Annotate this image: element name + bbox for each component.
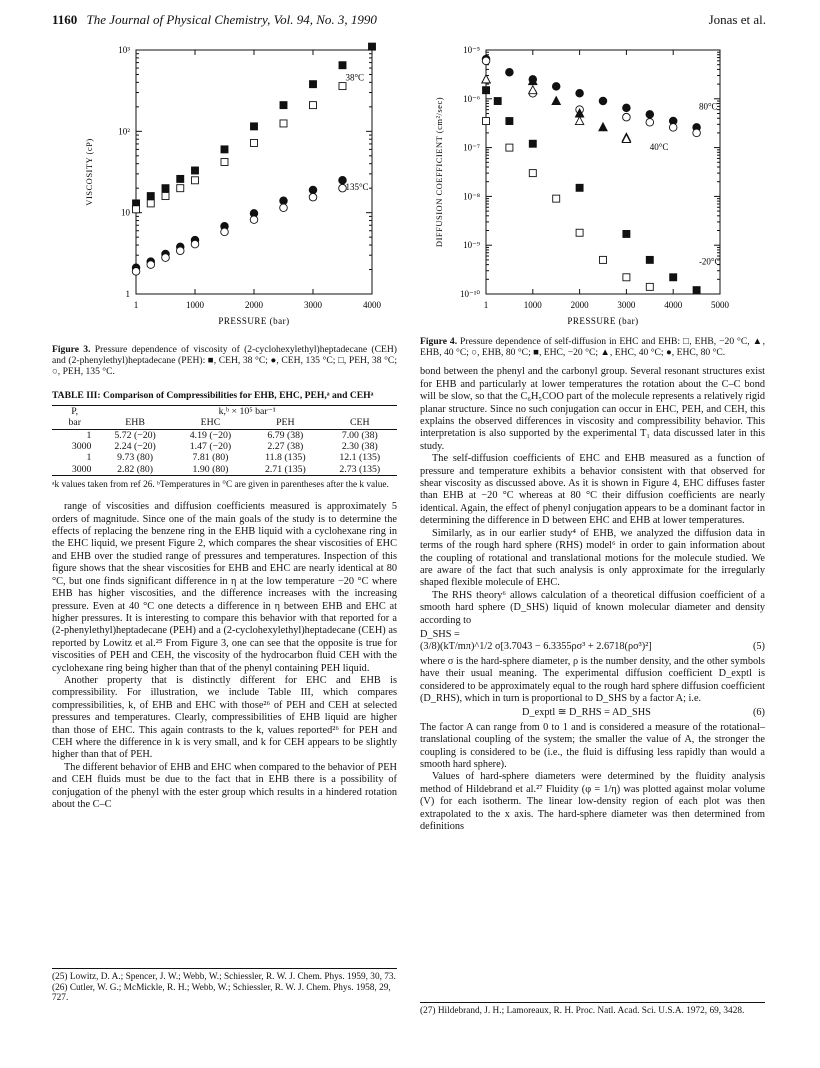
table-cell: 2.30 (38) (341, 441, 378, 453)
data-point-filled-circle (552, 83, 560, 91)
x-tick-label: 1000 (186, 300, 204, 310)
table-row (52, 452, 397, 463)
data-point-open-square (280, 120, 287, 127)
data-point-filled-square (162, 185, 169, 192)
table-cell: 2.24 (−20) (114, 441, 156, 453)
table-cell: 1.47 (−20) (189, 441, 232, 453)
x-tick-label: 1 (483, 300, 489, 310)
data-point-filled-circle (646, 111, 654, 119)
data-point-filled-circle (506, 68, 514, 76)
data-point-filled-circle (599, 97, 607, 105)
data-point-open-circle (176, 247, 184, 255)
right-body-text (420, 366, 765, 833)
table-cell: 6.79 (38) (267, 429, 304, 441)
data-point-open-square (506, 144, 513, 151)
y-tick-label: 10⁻⁵ (463, 45, 480, 55)
data-point-filled-square (177, 175, 184, 182)
x-tick-label: 5000 (711, 300, 729, 310)
table-cell: 4.19 (−20) (189, 429, 232, 441)
table-cell: 9.73 (80) (117, 452, 154, 464)
data-point-open-square (600, 256, 607, 263)
data-point-open-circle (646, 118, 654, 126)
table-header-p: P, (52, 405, 97, 417)
data-point-filled-circle (309, 186, 317, 194)
table-cell: 3000 (52, 464, 97, 476)
data-point-open-square (177, 185, 184, 192)
paragraph: Similarly, as in our earlier study⁴ of EHB, we analyzed the diffusion data in terms of the rough hard sphere (RHS) model⁶ in order to gain information about the coupling of rotational and translational motions for the molecule studied. We are aware of the fact that such analysis is only approximate for the irregularly shaped flexible molecule of EHC. (420, 527, 765, 589)
data-point-filled-square (369, 43, 376, 50)
data-point-open-triangle (575, 117, 583, 125)
equation-5-lhs: D_SHS = (420, 628, 460, 640)
data-point-open-square (576, 229, 583, 236)
y-tick-label: 10 (121, 207, 130, 218)
footnote: (25) Lowitz, D. A.; Spencer, J. W.; Webb, W.; Schiessler, R. W. J. Chem. Phys. 1959, 30, 73. (52, 972, 396, 982)
data-point-open-triangle (529, 86, 537, 94)
data-point-open-square (529, 170, 536, 177)
data-point-open-square (133, 206, 140, 213)
data-point-open-circle (221, 228, 229, 236)
x-axis-label: PRESSURE (bar) (218, 316, 290, 326)
table-cell: 7.00 (38) (341, 429, 378, 441)
x-tick-label: 1000 (523, 300, 542, 310)
table-3-footnote: ᵃk values taken from ref 26. ᵇTemperatures in °C are given in parentheses after the k value. (52, 480, 389, 491)
table-cell: 3000 (71, 441, 92, 453)
data-point-filled-square (251, 123, 258, 130)
data-point-open-square (553, 195, 560, 202)
table-col-ceh: CEH (323, 417, 397, 429)
data-point-filled-square (310, 81, 317, 88)
data-point-filled-triangle (599, 123, 607, 131)
data-point-open-square (162, 193, 169, 200)
table-cell: 1 (86, 429, 92, 441)
left-body-text (52, 501, 397, 811)
data-point-filled-square (506, 118, 513, 125)
data-point-filled-circle (623, 104, 631, 112)
figure-4 (420, 42, 765, 358)
figure-3 (52, 42, 397, 378)
data-point-filled-square (693, 287, 700, 294)
paragraph: Another property that is distinctly different for EHC and EHB is compressibility. For illustration, we include Table III, which compares compressibilities, k, of EHB and EHC with those²⁶ of PEH and CEH at selected pressures and temperatures. Clearly, compressibilities of EHB liquid are higher than those of EHC. This again contrasts to the k, values reported²⁶ for PEH and CEH where the difference in k is very small, and k for CEH appears to be slightly higher than that of PEH. (52, 674, 397, 761)
y-tick-label: 10⁻¹⁰ (459, 289, 480, 299)
table-header-bar: bar (52, 417, 97, 429)
table-row (52, 429, 397, 441)
x-tick-label: 1 (133, 300, 139, 310)
data-point-filled-square (529, 140, 536, 147)
data-point-open-circle (482, 57, 490, 65)
table-cell: 1 (86, 452, 92, 464)
figure-3-label: Figure 3. (52, 344, 91, 355)
data-point-open-circle (309, 193, 317, 201)
y-tick-label: 1 (125, 289, 130, 299)
data-point-filled-square (670, 274, 677, 281)
data-point-open-circle (191, 240, 199, 248)
data-point-filled-circle (576, 89, 584, 97)
paragraph: The RHS theory⁶ allows calculation of a theoretical diffusion coefficient of a smooth hard sphere (D_SHS) liquid of known molecular diameter and density according to (420, 589, 765, 626)
paragraph: where σ is the hard-sphere diameter, ρ is the number density, and the other symbols have their usual meaning. The experimental diffusion coefficient D_exptl is considered to be approximately equal to the rough hard sphere diffusion coefficient (D_RHS), which in turn is proportional to D_SHS by a factor A; i.e. (420, 655, 765, 704)
data-point-open-square (310, 102, 317, 109)
paragraph: The self-diffusion coefficients of EHC and EHB measured as a function of pressure and temperature exhibits a behavior consistent with that observed for shear viscosity as discussed above. As it is shown in Figure 4, EHC diffuses faster than EHB at −20 °C whereas at 80 °C their diffusion coefficients are nearly identical. Again, the effect of phenyl conjugation appears to be a dominant factor in determining the difference in D between EHC and EHB at lower temperatures. (420, 453, 765, 527)
data-point-filled-square (576, 184, 583, 191)
table-cell: 11.8 (135) (265, 452, 306, 464)
equation-6-body: D_exptl ≅ D_RHS = AD_SHS (522, 707, 651, 719)
footnote: (26) Cutler, W. G.; McMickle, R. H.; Webb, W.; Schiessler, R. W. J. Chem. Phys. 1958, 29, 727. (52, 982, 391, 1004)
table-3 (52, 405, 397, 476)
data-point-open-square (251, 139, 258, 146)
table-col-ehc: EHC (173, 417, 248, 429)
data-point-filled-square (192, 167, 199, 174)
paragraph: range of viscosities and diffusion coefficients measured is approximately 5 orders of magnitude. Since one of the main goals of the study is to determine the effects of replacing the benzene ring in the EHB liquid with a cyclohexane ring in the EHC liquid, we present Figure 2, which compares the shear viscosities of EHC and EHB over the studied range of pressures and temperatures. Inspection of this figure shows that the shear viscosities for EHB and EHC are nearly identical at 80 °C, but one finds significant difference in η at the low temperature −20 °C where EHB has higher viscosities, and the difference increases with the increasing pressure. Even at 40 °C one detects a difference in η between EHB and EHC at higher pressures. It is interesting to compare this behavior with that reported for a (2-phenylethyl)heptadecane (PEH) and a (2-cyclohexylethyl)heptadecane (CEH) as reported by Lowitz et al.²⁵ From Figure 3, one can see that the opposite is true for viscosities of PEH and CEH, the viscosity of the hydrocarbon fluid CEH with the cyclohexane ring being higher than that of the phenyl containing PEH liquid. (52, 501, 397, 674)
figure-3-chart (52, 42, 397, 340)
data-point-open-circle (669, 124, 677, 132)
x-axis-label: PRESSURE (bar) (567, 316, 639, 326)
table-cell: 2.73 (135) (323, 464, 397, 476)
data-point-open-circle (162, 254, 170, 262)
footnote: (27) Hildebrand, J. H.; Lamoreaux, R. H. Proc. Natl. Acad. Sci. U.S.A. 1972, 69, 3428. (420, 1006, 745, 1016)
equation-6-number: (6) (752, 707, 765, 719)
footnotes-left (52, 968, 397, 1004)
y-tick-label: 10³ (118, 45, 130, 55)
x-tick-label: 3000 (617, 300, 636, 310)
y-tick-label: 10⁻⁷ (463, 142, 480, 153)
data-point-filled-square (339, 62, 346, 69)
equation-5-number: (5) (752, 641, 765, 653)
table-cell: 2.82 (80) (97, 464, 172, 476)
table-cell: 2.71 (135) (248, 464, 322, 476)
paragraph: bond between the phenyl and the carbonyl group. Several resonant structures exist for EHB and particularly at lower temperatures the rotation about the C–C bond will be slow, so that the C₆H₅COO part of the molecule represents a relatively rigid planar structure. Since no such conjugation can occur in EHC, PEH, and CEH, this explains the observed differences in viscosity and compressibility behavior. This interpretation is also supported by the experimental T₁ data discussed later in this study. (420, 366, 765, 452)
data-point-filled-circle (280, 197, 288, 205)
data-point-open-circle (693, 129, 701, 137)
paragraph: The different behavior of EHB and EHC when compared to the behavior of PEH and CEH fluids must be due to the fact that in EHB there is a possibility of conjugation of the phenyl with the ester group which results in a hindered rotation about the C–C (52, 761, 397, 810)
left-column (52, 42, 397, 811)
data-point-filled-square (221, 146, 228, 153)
figure-3-caption-text: Pressure dependence of viscosity of (2-cyclohexylethyl)heptadecane (CEH) and (2-phenylethyl)heptadecane (PEH): ■, CEH, 38 °C; ●, CEH, 135 °C; □, PEH, 38 °C; ○, PEH, 135 °C. (52, 344, 397, 378)
data-point-filled-square (147, 193, 154, 200)
journal-title: The Journal of Physical Chemistry, Vol. 94, No. 3, 1990 (86, 12, 377, 27)
table-cell: 7.81 (80) (192, 452, 229, 464)
equation-5 (420, 629, 765, 654)
paragraph: Values of hard-sphere diameters were determined by the fluidity analysis method of Hildebrand et al.²⁷ Fluidity (φ = 1/η) was plotted against molar volume (V) for each isotherm. The linear low-density region of each plot was then extrapolated to the x axis. The hard-sphere diameter was then determined from definitions (420, 771, 765, 833)
data-point-open-circle (280, 204, 288, 212)
data-point-open-circle (132, 268, 140, 276)
y-tick-label: 10⁻⁸ (463, 191, 480, 202)
table-cell: 5.72 (−20) (114, 429, 156, 441)
plot-frame (136, 50, 372, 294)
data-point-open-square (339, 83, 346, 90)
figure-4-chart (420, 42, 765, 332)
data-point-open-circle (250, 216, 258, 224)
data-point-open-square (221, 158, 228, 165)
data-point-filled-square (646, 256, 653, 263)
equation-5-rhs-line (420, 641, 765, 653)
table-3-title: TABLE III: Comparison of Compressibilities for EHB, EHC, PEH,ᵃ and CEHᵃ (52, 389, 374, 401)
annotation-label: 80°C (698, 101, 718, 112)
table-col-ehb: EHB (97, 417, 172, 429)
data-point-open-square (147, 200, 154, 207)
table-cell: 2.27 (38) (267, 441, 304, 453)
annotation-label: 135°C (345, 181, 369, 192)
data-point-open-triangle (482, 75, 490, 83)
x-tick-label: 4000 (363, 300, 381, 310)
annotation-label: 38°C (345, 72, 365, 83)
data-point-filled-square (483, 87, 490, 94)
data-point-open-circle (147, 261, 155, 269)
page-number: 1160 (52, 12, 78, 27)
table-cell: 1.90 (80) (173, 464, 248, 476)
figure-3-caption (52, 344, 397, 378)
x-tick-label: 3000 (304, 300, 322, 310)
figure-4-caption-text: Pressure dependence of self-diffusion in EHC and EHB: □, EHB, −20 °C, ▲, EHB, 40 °C; ○, EHB, 80 °C; ■, EHC, −20 °C; ▲, EHC, 40 °C; ●, EHC, 80 °C. (420, 336, 765, 359)
annotation-label: 40°C (649, 141, 669, 152)
data-point-open-square (483, 118, 490, 125)
table-row (52, 464, 397, 476)
x-tick-label: 2000 (245, 300, 263, 310)
right-column (420, 42, 765, 833)
data-point-open-circle (623, 113, 631, 121)
equation-6 (420, 707, 765, 719)
y-tick-label: 10⁻⁹ (463, 240, 480, 251)
data-point-open-square (646, 283, 653, 290)
annotation-label: -20°C (698, 256, 721, 267)
table-cell: 12.1 (135) (339, 452, 381, 464)
table-col-peh: PEH (248, 417, 322, 429)
data-point-filled-square (494, 98, 501, 105)
footnotes-right (420, 1002, 765, 1017)
data-point-filled-triangle (552, 97, 560, 105)
data-point-open-square (192, 177, 199, 184)
table-header-k: k,ᵇ × 10⁵ bar⁻¹ (97, 405, 397, 417)
figure-4-label: Figure 4. (420, 336, 458, 347)
data-point-open-square (623, 274, 630, 281)
table-row (52, 441, 397, 452)
paragraph: The factor A can range from 0 to 1 and is considered a measure of the rotational–translational coupling of the system; the smaller the value of A, the stronger the coupling is considered to be (i.e., the fluid is diffusing less rapidly than would a smooth hard sphere). (420, 721, 765, 770)
figure-4-caption (420, 336, 765, 358)
y-axis-label: DIFFUSION COEFFICIENT (cm²/sec) (434, 96, 444, 248)
page-header (52, 12, 766, 32)
equation-5-rhs: (3/8)(kT/mπ)^1/2 σ[3.7043 − 6.3355ρσ³ + 2.6718(ρσ³)²] (420, 641, 652, 653)
y-tick-label: 10² (118, 126, 130, 137)
x-tick-label: 2000 (570, 300, 589, 310)
data-point-filled-square (623, 230, 630, 237)
data-point-filled-square (280, 102, 287, 109)
x-tick-label: 4000 (664, 300, 683, 310)
running-authors: Jonas et al. (708, 12, 766, 27)
y-tick-label: 10⁻⁶ (463, 93, 480, 104)
y-axis-label: VISCOSITY (cP) (84, 138, 94, 206)
